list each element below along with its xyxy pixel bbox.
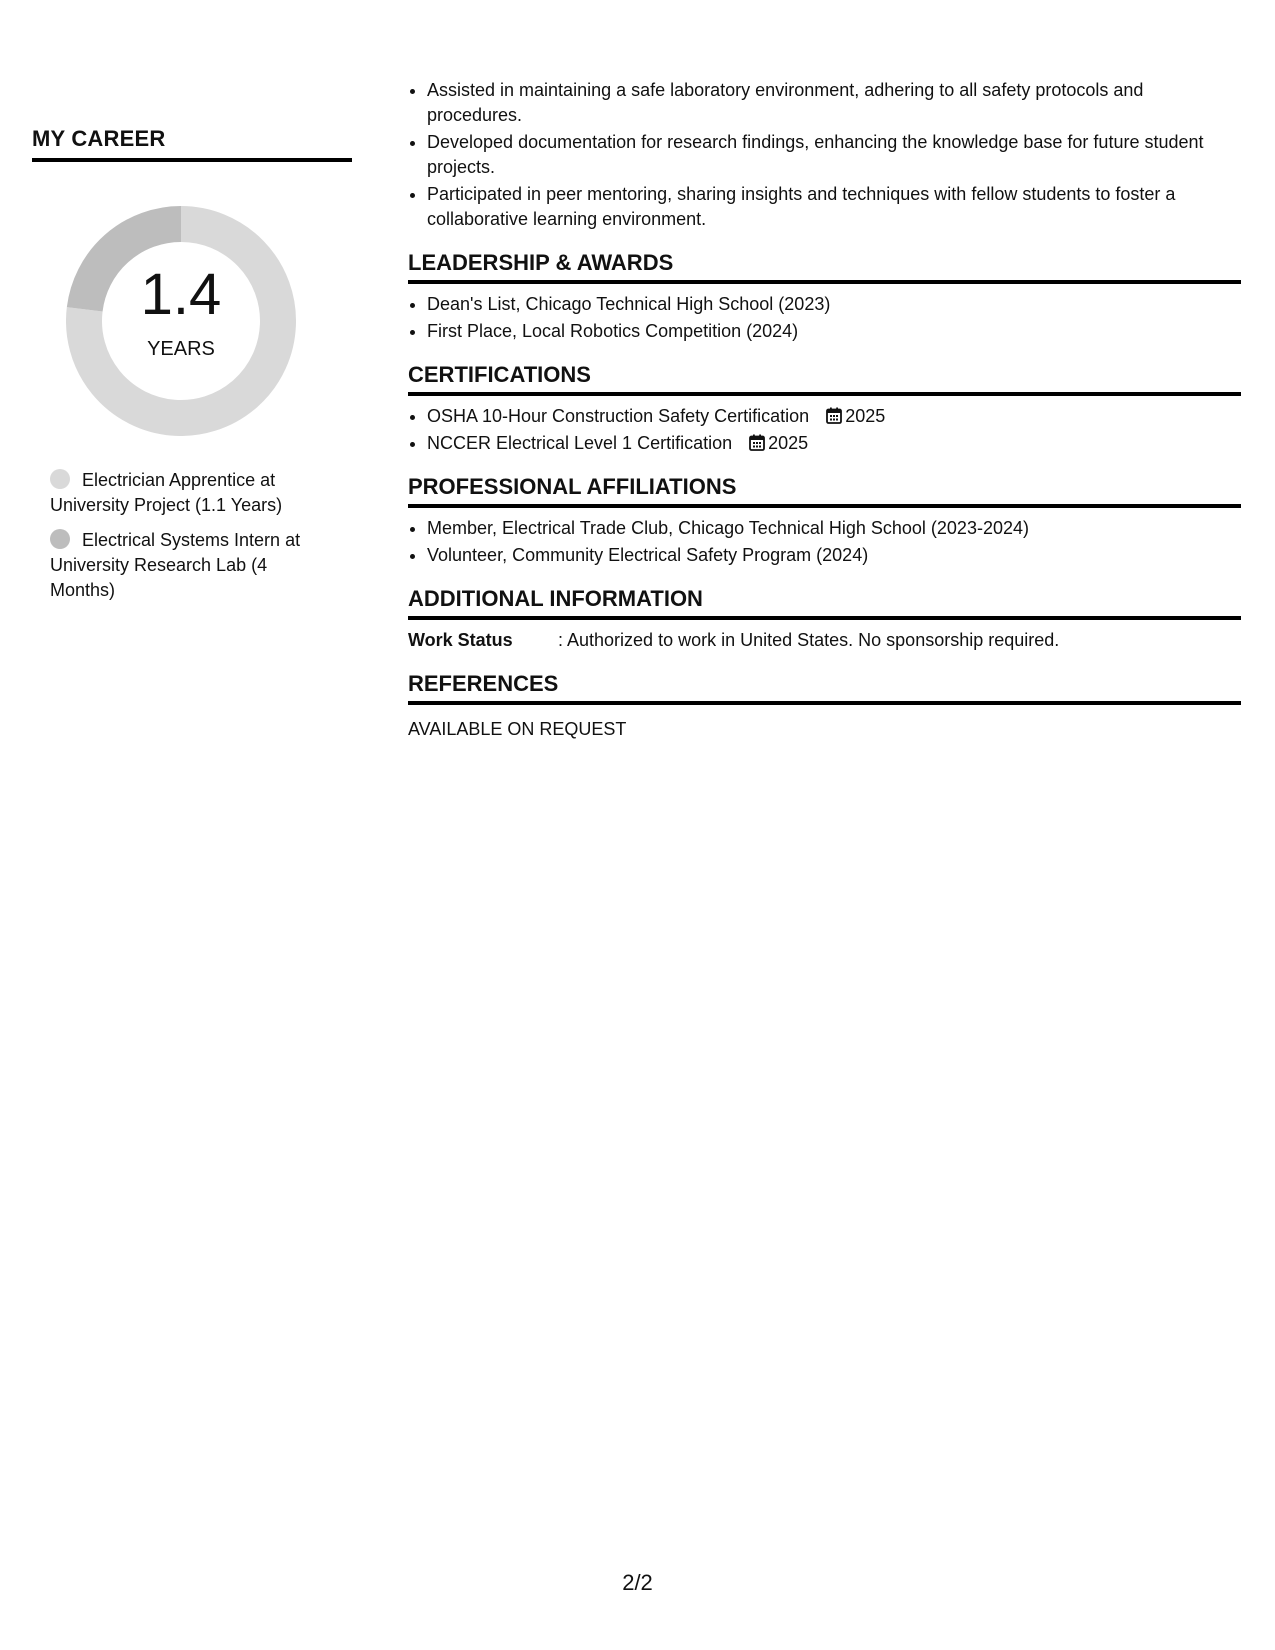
additional-info-section bbox=[408, 586, 1241, 653]
section-heading: ADDITIONAL INFORMATION bbox=[408, 586, 1241, 620]
page-number: 2/2 bbox=[622, 1570, 653, 1595]
calendar-icon bbox=[749, 434, 765, 451]
legend-item bbox=[50, 528, 320, 603]
certifications-section bbox=[408, 362, 1241, 456]
donut-center bbox=[66, 206, 296, 436]
work-status-label: Work Status bbox=[408, 630, 513, 650]
experience-bullets bbox=[408, 78, 1241, 232]
section-heading: REFERENCES bbox=[408, 671, 1241, 705]
legend-label: Electrical Systems Intern at University Research Lab (4 Months) bbox=[50, 530, 301, 600]
list-item: • First Place, Local Robotics Competition (2024) bbox=[427, 319, 1241, 344]
list-item: • Developed documentation for research findings, enhancing the knowledge base for future student projects. bbox=[427, 130, 1241, 180]
certification-year: 2025 bbox=[845, 406, 886, 426]
list-item: • Volunteer, Community Electrical Safety Program (2024) bbox=[427, 543, 1241, 568]
career-legend bbox=[50, 468, 320, 603]
calendar-icon bbox=[826, 407, 842, 424]
section-heading: CERTIFICATIONS bbox=[408, 362, 1241, 396]
legend-dot-icon bbox=[50, 529, 70, 549]
work-status-row bbox=[408, 628, 1241, 653]
career-total-value: 1.4 bbox=[140, 262, 222, 327]
legend-dot-icon bbox=[50, 469, 70, 489]
career-donut-chart bbox=[66, 206, 296, 436]
work-status-value: : Authorized to work in United States. No sponsorship required. bbox=[558, 630, 1060, 650]
legend-item bbox=[50, 468, 320, 518]
leadership-section bbox=[408, 250, 1241, 344]
references-section bbox=[408, 671, 1241, 742]
references-text: AVAILABLE ON REQUEST bbox=[408, 719, 627, 739]
certification-name: NCCER Electrical Level 1 Certification bbox=[427, 433, 733, 453]
list-item: • Participated in peer mentoring, sharing insights and techniques with fellow students to foster a collaborative learning environment. bbox=[427, 182, 1241, 232]
certification-name: OSHA 10-Hour Construction Safety Certification bbox=[427, 406, 810, 426]
list-item: • Member, Electrical Trade Club, Chicago Technical High School (2023-2024) bbox=[427, 516, 1241, 541]
certification-item bbox=[427, 431, 1241, 456]
list-item: • Dean's List, Chicago Technical High School (2023) bbox=[427, 292, 1241, 317]
sidebar bbox=[32, 126, 352, 613]
certification-year: 2025 bbox=[768, 433, 809, 453]
career-heading: MY CAREER bbox=[32, 126, 352, 162]
main-content bbox=[408, 78, 1241, 742]
legend-label: Electrician Apprentice at University Project (1.1 Years) bbox=[50, 470, 283, 515]
affiliations-section bbox=[408, 474, 1241, 568]
section-heading: LEADERSHIP & AWARDS bbox=[408, 250, 1241, 284]
certification-item bbox=[427, 404, 1241, 429]
list-item: • Assisted in maintaining a safe laboratory environment, adhering to all safety protocols and procedures. bbox=[427, 78, 1241, 128]
career-total-unit: YEARS bbox=[147, 338, 215, 360]
section-heading: PROFESSIONAL AFFILIATIONS bbox=[408, 474, 1241, 508]
